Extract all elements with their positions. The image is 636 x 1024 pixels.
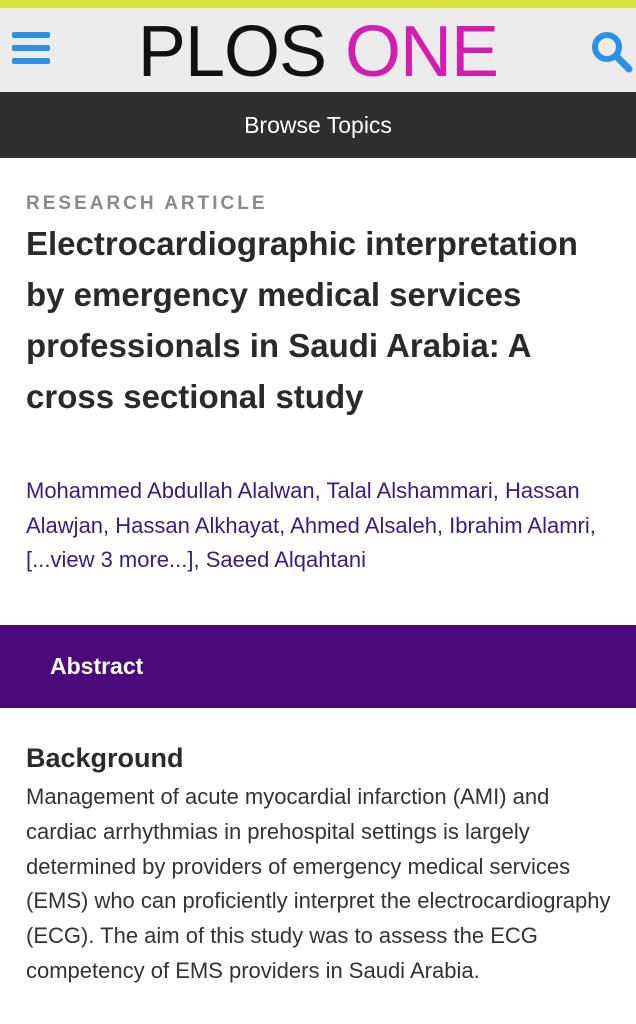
author-link[interactable]: Saeed Alqahtani [205, 547, 366, 572]
article-type-label: RESEARCH ARTICLE [26, 193, 268, 214]
logo-one-text: ONE [345, 12, 499, 92]
author-link[interactable]: Mohammed Abdullah Alalwan [26, 478, 315, 503]
top-accent-stripe [0, 0, 636, 8]
site-header [0, 8, 636, 92]
article-title: Electrocardiographic interpretation by emergency medical services professionals in Saudi Arabia: A cross sectional study [26, 225, 578, 415]
browse-topics-button[interactable] [0, 92, 636, 158]
browse-topics-label: Browse Topics [244, 112, 392, 138]
background-text: Management of acute myocardial infarction (AMI) and cardiac arrhythmias in prehospital settings is largely determined by providers of emergency medical services (EMS) who can proficiently interpret the electrocardiography (ECG). The aim of this study was to assess the ECG competency of EMS providers in Saudi Arabia. [26, 784, 611, 983]
logo-plos-text: PLOS [137, 12, 327, 92]
author-link[interactable]: Talal Alshammari [326, 478, 493, 503]
author-list: Mohammed Abdullah Alalwan, Talal Alshammari, Hassan Alawjan, Hassan Alkhayat, Ahmed Alsaleh, Ibrahim Alamri, [...view 3 more...], Saeed Alqahtani [26, 478, 596, 572]
view-more-authors-link[interactable]: [...view 3 more...] [26, 547, 194, 572]
author-link[interactable]: Ahmed Alsaleh [290, 512, 437, 538]
author-link[interactable]: Hassan Alkhayat [115, 512, 280, 538]
background-heading: Background [26, 743, 184, 773]
abstract-tab[interactable]: Abstract [50, 653, 144, 679]
search-icon[interactable] [590, 30, 634, 74]
plos-one-logo[interactable] [0, 14, 636, 90]
abstract-tab-bar [0, 625, 636, 708]
author-link[interactable]: Hassan Alawjan [26, 478, 580, 538]
author-link[interactable]: Ibrahim Alamri [449, 512, 590, 538]
